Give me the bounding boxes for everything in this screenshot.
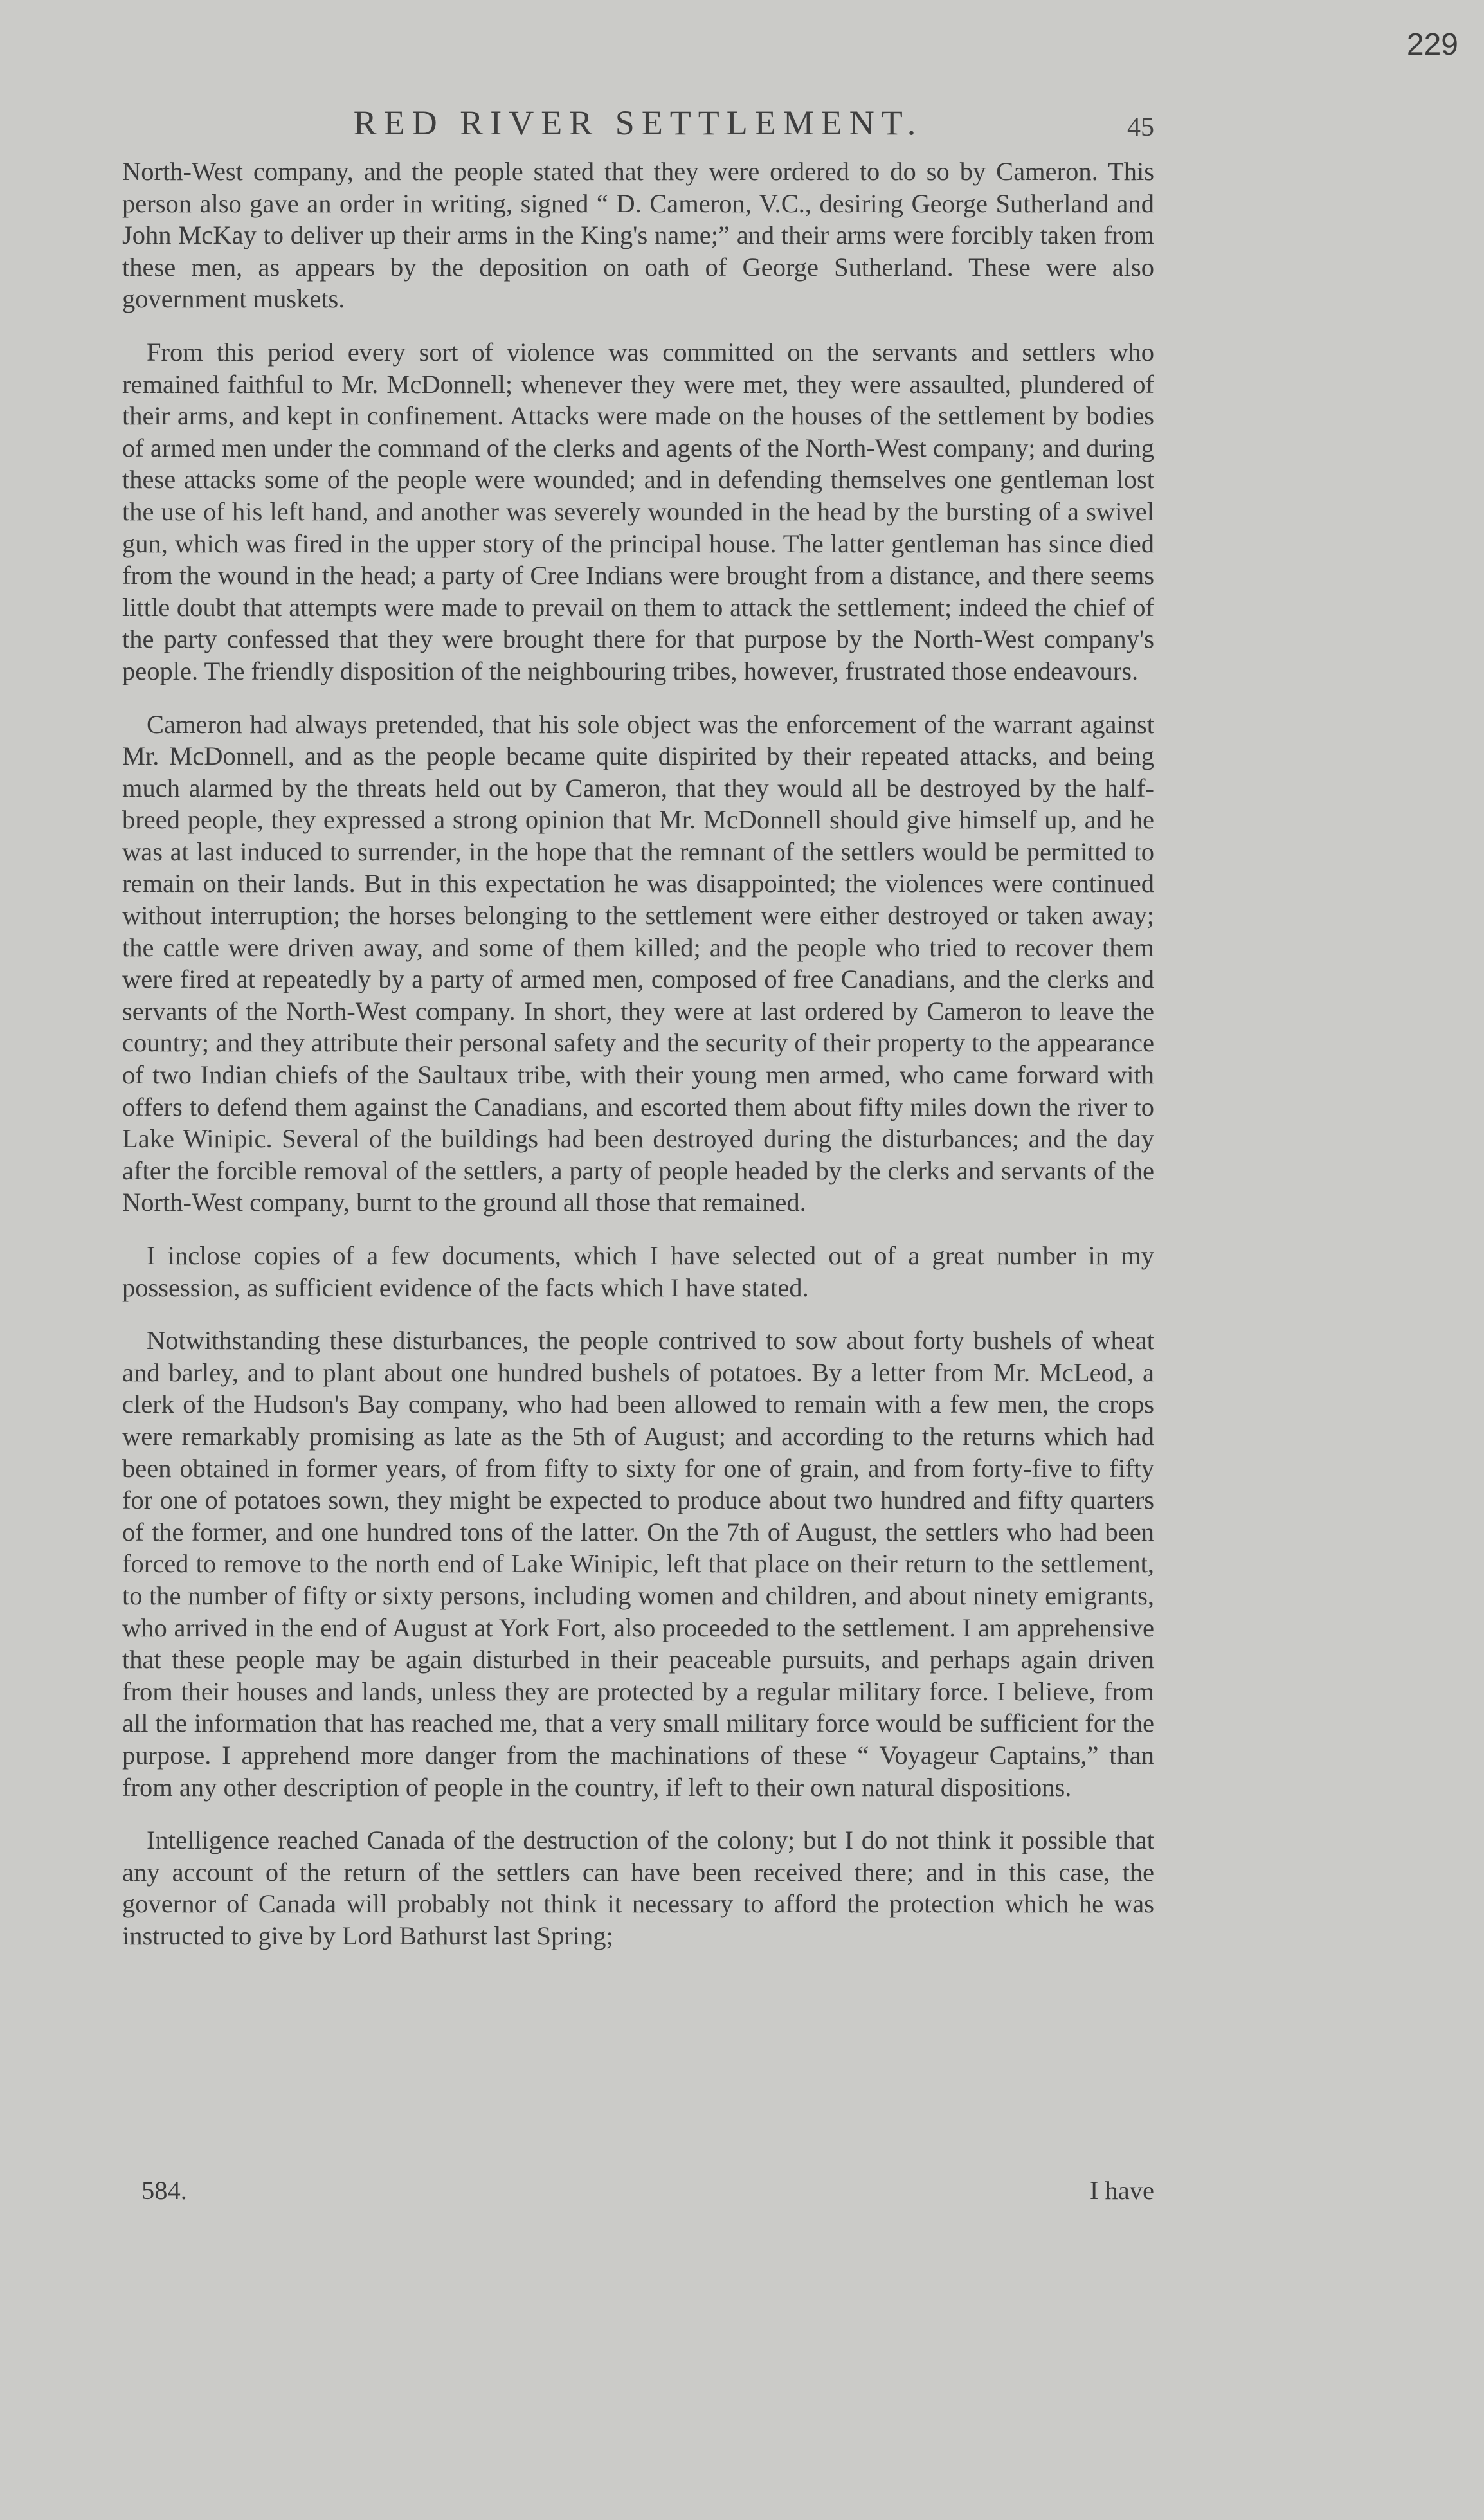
paragraph: Intelligence reached Canada of the destruction of the colony; but I do not think it possible that any account of the return of the settlers can have been received there; and in this case, the governor of Canada will probably not think it necessary to afford the protection which he was instructed to give by Lord Bathurst last Spring;	[122, 1826, 1154, 1950]
paragraph: From this period every sort of violence was committed on the servants and settlers who remained faithful to Mr. McDonnell; whenever they were met, they were assaulted, plundered of their arms, and kept in confinement. Attacks were made on the houses of the settlement by bodies of armed men under the command of the clerks and agents of the North-West company; and during these attacks some of the people were wounded; and in defending themselves one gentleman lost the use of his left hand, and another was severely wounded in the head by the bursting of a swivel gun, which was fired in the upper story of the principal house. The latter gentleman has since died from the wound in the head; a party of Cree Indians were brought from a distance, and there seems little doubt that attempts were made to prevail on them to attack the settlement; indeed the chief of the party confessed that they were brought there for that purpose by the North-West company's people. The friendly disposition of the neighbouring tribes, however, frustrated those endeavours.	[122, 337, 1154, 685]
catchword: I have	[1089, 2176, 1154, 2205]
signature-mark: 584.	[141, 2176, 187, 2205]
paragraph: Cameron had always pretended, that his sole object was the enforcement of the warrant against Mr. McDonnell, and as the people became quite dispirited by their repeated attacks, and being much alarmed by the threats held out by Cameron, that they would all be destroyed by the half-breed people, they expressed a strong opinion that Mr. McDonnell should give himself up, and he was at last induced to surrender, in the hope that the remnant of the settlers would be permitted to remain on their lands. But in this expectation he was disappointed; the violences were continued without interruption; the horses belonging to the settlement were either destroyed or taken away; the cattle were driven away, and some of them killed; and the people who tried to recover them were fired at repeatedly by a party of armed men, composed of free Canadians, and the clerks and servants of the North-West company. In short, they were at last ordered by Cameron to leave the country; and they attribute their personal safety and the security of their property to the appearance of two Indian chiefs of the Saultaux tribe, with their young men armed, who came forward with offers to defend them against the Canadians, and escorted them about fifty miles down the river to Lake Winipic. Several of the buildings had been destroyed during the disturbances; and the day after the forcible removal of the settlers, a party of people headed by the clerks and servants of the North-West company, burnt to the ground all those that remained.	[122, 709, 1154, 1217]
paragraph: North-West company, and the people stated that they were ordered to do so by Cameron. This person also gave an order in writing, signed “ D. Cameron, V.C., desiring George Sutherland and John McKay to deliver up their arms in the King's name;” and their arms were forcibly taken from these men, as appears by the deposition on oath of George Sutherland. These were also government muskets.	[122, 157, 1154, 314]
paragraph: Notwithstanding these disturbances, the people contrived to sow about forty bushels of wheat and barley, and to plant about one hundred bushels of potatoes. By a letter from Mr. McLeod, a clerk of the Hudson's Bay company, who had been allowed to remain with a few men, the crops were remarkably promising as late as the 5th of August; and according to the returns which had been obtained in former years, of from fifty to sixty for one of grain, and from forty-five to fifty for one of potatoes sown, they might be expected to produce about two hundred and fifty quarters of the former, and one hundred tons of the latter. On the 7th of August, the settlers who had been forced to remove to the north end of Lake Winipic, left that place on their return to the settlement, to the number of fifty or sixty persons, including women and children, and about ninety emigrants, who arrived in the end of August at York Fort, also proceeded to the settlement. I am apprehensive that these people may be again disturbed in their peaceable pursuits, and perhaps again driven from their houses and lands, unless they are protected by a regular military force. I believe, from all the information that has reached me, that a very small military force would be sufficient for the purpose. I apprehend more danger from the machinations of these “ Voyageur Captains,” than from any other description of people in the country, if left to their own natural dispositions.	[122, 1326, 1154, 1802]
body-text	[122, 156, 1154, 1973]
running-title: RED RIVER SETTLEMENT.	[353, 104, 923, 142]
paragraph: I inclose copies of a few documents, which I have selected out of a great number in my possession, as sufficient evidence of the facts which I have stated.	[122, 1241, 1154, 1302]
page-footer	[122, 2175, 1154, 2214]
folio-number: 229	[1406, 28, 1458, 62]
page-number: 45	[1127, 113, 1154, 142]
running-head	[122, 103, 1154, 154]
